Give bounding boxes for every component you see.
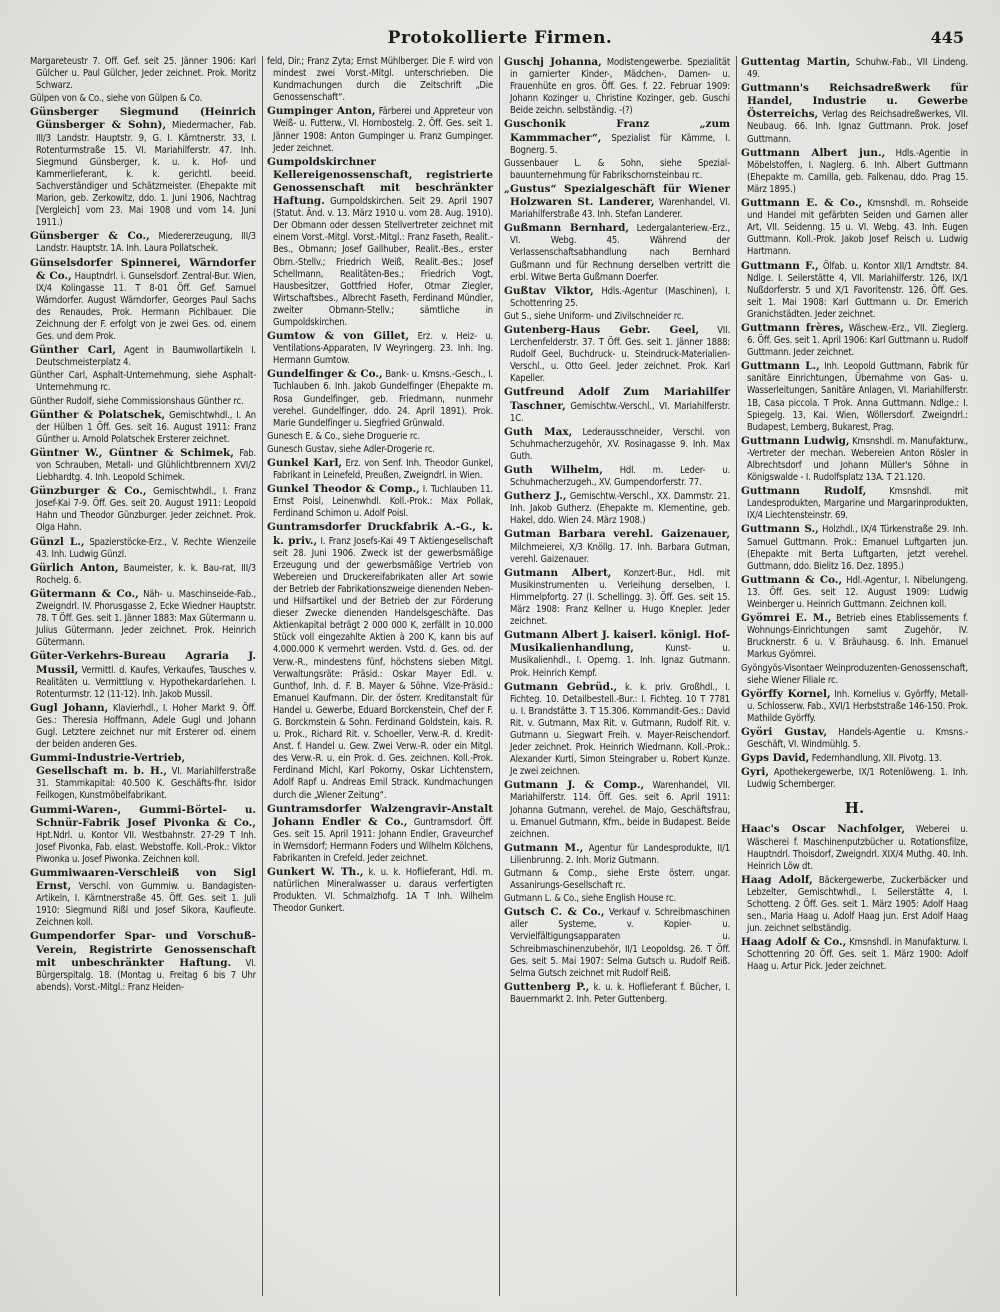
firm-details: Federnhandlung, XII. Pivotg. 13. [811,753,942,765]
firm-entry [30,588,256,649]
firm-details: Günther Rudolf, siehe Commissionshaus Günther rc. [30,395,244,407]
firm-entry [741,435,968,484]
firm-name: Guntramsdorfer Druckfabrik A.-G., k. k. priv., [267,521,493,547]
firm-name: Günzburger & Co., [30,485,147,498]
firm-details: Agent in Baumwollartikeln I. Deutschmeisterplatz 4. [36,345,256,369]
firm-details: Näh- u. Maschinseide-Fab., Zweigndrl. IV. Phorusgasse 2, Ecke Wiedner Hauptstr. 78. T Öff. Ges. seit 1. Jänner 1883: Max Gütermann u. Julius Gütermann. Jeder zeichnet. Prok. Heinrich Gütermann. [36,588,256,649]
firm-name: Györffy Kornel, [741,687,831,700]
firm-entry [741,766,968,791]
firm-entry [504,629,730,679]
firm-details: Hauptndrl. i. Gunselsdorf. Zentral-Bur. Wien, IX/4 Kolingasse 11. T 8-01 Öff. Gef. Samuel Wärndorfer. August Wärndorfer, Georges Paul Sachs des Renaudes, Prok. Hermann Pichlbauer. Die Zeichnung der F. erfolgt von je zwei Ges. od. einem Ges. und dem Prok. [36,270,256,343]
firm-details: Gunesch Gustav, siehe Adler-Drogerie rc. [267,443,435,455]
firm-name: Guttmann's Reichsadreßwerk für Handel, Industrie u. Gewerbe Österreichs, [741,82,968,121]
firm-name: Gunkert W. Th., [267,866,364,879]
firm-entry [267,483,493,520]
firm-entry [741,523,968,572]
firm-entry [30,396,256,408]
firm-name: Gumpoldskirchner Kellereigenossenschaft, registrierte Genossenschaft mit beschränkter Haftung. [267,155,493,208]
firm-details: Kmsnshdl. mit Landesprodukten, Margarine und Margarinprodukten, IX/4 Liechtensteinstr. 69. [747,486,968,522]
firm-details: Inh. Leopold Guttmann, Fabrik für sanitäre Einrichtungen, Übernahme von Gas- u. Wasserleitungen, Sanitäre Anlagen, VI. Mariahilferstr. 1B, Casa piccola. T Prok. Anna Guttmann. Ndlge.: I. Spiegelg. 13, Kai. Wien, Wöllersdorf. Zweigndrl.: Budapest, Lemberg, Bukarest, Prag. [747,361,969,433]
firm-details: Klavierhdl., I. Hoher Markt 9. Öff. Ges.: Theresia Hoffmann, Adele Gugl und Johann Gugl. Letztere zeichnet nur mit Ersterer od. einem der beiden anderen Ges. [36,702,256,751]
firm-details: feld, Dir.; Franz Zyta; Ernst Mühlberger. Die F. wird von mindest zwei Vorst.-Mitgl. unterschrieben. Die Kundmachungen durch die Zeitschrift „Die Genossenschaft“. [267,56,493,104]
firm-name: Gütermann & Co., [30,587,139,600]
firm-details: Lederausschneider, Verschl. von Schuhmacherzugehör, XV. Rosinagasse 9. Inh. Max Guth. [510,426,730,462]
firm-name: Guttmann frères, [741,321,844,334]
firm-name: Guttmann Ludwig, [741,434,850,447]
firm-entry [267,803,493,865]
firm-name: Gutmann Albert, [504,566,612,579]
firm-details: Apothekergewerbe, IX/1 Rotenlöweng. 1. Inh. Ludwig Schernberger. [747,767,968,791]
firm-entry [504,868,730,892]
firm-name: Gummiwaaren-Verschleiß von Sigl Ernst, [30,867,256,893]
firm-name: Gutherz J., [504,490,567,503]
firm-name: Gutmann M., [504,841,584,854]
firm-details: Margareteustr 7. Öff. Gef. seit 25. Jänner 1906: Karl Gülcher u. Paul Gülcher, Jeder zeichnet. Prok. Moritz Schwarz. [30,56,256,92]
firm-entry [504,386,730,424]
firm-entry [30,752,256,802]
firm-details: Gutmann & Comp., siehe Erste österr. ungar. Assanirungs-Gesellschaft rc. [504,868,730,892]
firm-details: Ledergalanteriew.-Erz., VI. Webg. 45. Während der Verlassenschaftsabhandlung nach Bernhard Gußmann und für Rechnung derselben vertritt die erbl. Witwe Berta Gußmann Doerfer. [510,223,730,283]
firm-details: Erz. von Senf. Inh. Theodor Gunkel, Fabrikant in Leinefeld, Preußen, Zweigndrl. in Wien. [273,458,493,482]
firm-entry [741,823,968,872]
firm-details: Miedermacher, Fab. III/3 Landstr. Hauptstr. 9, G. I. Kärntnerstr. 33, I. Rotenturmstraße 15. VI. Mariahilferstr. 47. Inh. Siegmund Günsberger, k. u. k. Hof- und Kammerlieferant, k. k. gerichtl. beeid. Sachverständiger und Schätzmeister. (Ehepakte mit Marion, geb. Zerkowitz, ddo. 1. Juni 1906, Nachtrag [Vergleich] vom 23. Mai 1908 und vom 14. Juni 1911.) [36,120,256,229]
firm-name: Güter-Verkehrs-Bureau Agraria J. Mussil, [30,650,256,676]
directory-column [263,56,500,1296]
firm-name: Guttmann S., [741,523,819,536]
firm-entry [267,105,493,154]
firm-entry [504,681,730,779]
firm-details: Ölfab. u. Kontor XII/1 Arndtstr. 84. Ndlge. I. Seilerstätte 4, VII. Mariahilferstr. 126, IX/1 Nußdorferstr. 5 und X/1 Favoritenstr. 126. Öff. Ges. seit 1. Mai 1908: Karl Guttmann u. Dr. Emerich Granichstädten. Jeder zeichnet. [747,260,969,320]
firm-entry [267,156,493,329]
firm-entry [504,981,730,1006]
firm-entry [741,936,968,973]
firm-entry [30,536,256,561]
firm-entry [267,431,493,443]
firm-entry [741,726,968,751]
firm-name: Güntner W., Güntner & Schimek, [30,446,234,459]
firm-details: Holzhdl., IX/4 Türkenstraße 29. Inh. Samuel Guttmann. Prok.: Emanuel Luftgarten jun. (Ehepakte mit Berta Luftgarten, jetzt verehel. Guttmann, ddo. Bielitz 16. Dez. 1895.) [747,524,968,572]
firm-entry [30,485,256,534]
firm-details: Kmsnshdl. m. Manufakturw., -Vertreter der mechan. Webereien Anton Rösler in Albrechtsdorf und Johann Müller's Söhne in Königswalde - I. Rudolfsplatz 13A. T 21.120. [747,435,968,484]
firm-entry [267,368,493,429]
firm-entry [30,93,256,105]
firm-entry [504,528,730,565]
firm-entry [504,464,730,489]
firm-entry [741,688,968,725]
firm-details: Kunst- u. Musikalienhdl., I. Operng. 1. Inh. Ignaz Gutmann. Prok. Heinrich Kempf. [510,643,731,679]
firm-details: Milchmeierei, X/3 Knöllg. 17. Inh. Barbara Gutman, verehl. Gaizenauer. [510,541,730,565]
firm-details: Gutmann L. & Co., siehe English House rc. [504,893,676,905]
firm-entry [741,197,968,258]
firm-entry [741,360,968,434]
firm-details: Hpt.Ndrl. u. Kontor VII. Westbahnstr. 27-29 T Inh. Josef Pivonka, Fab. elast. Webstoffe. Koll.-Prok.: Viktor Piwonka u. Josef Piwonka. Zeichnen koll. [36,829,256,865]
firm-details: Bank- u. Kmsns.-Gesch., I. Tuchlauben 6. Inh. Jakob Gundelfinger (Ehepakte m. Rosa Gundelfinger, geb. Friedmann, nunmehr verehel. Gundelfinger, ddo. 24. April 1891). Prok. Marie Gundelfinger u. Siegfried Grünwald. [273,369,494,429]
firm-entry [741,147,968,196]
firm-entry [504,842,730,867]
firm-name: Gutmann Gebrüd., [504,680,618,693]
firm-entry [30,562,256,587]
firm-name: Haag Adolf & Co., [741,936,847,949]
firm-name: Gunkel Karl, [267,457,343,469]
firm-name: Günselsdorfer Spinnerei, Wärndorfer & Co., [30,256,256,282]
firm-details: Hdl. m. Leder- u. Schuhmacherzugeh., XV. Gumpendorferstr. 77. [510,465,730,489]
firm-details: Konzert-Bur., Hdl. mit Musikinstrumenten u. Verleihung derselben, I. Himmelpfortg. 27 (I. Schellingg. 3). Öff. Ges. seit 15. März 1908: Franz Kellner u. Hugo Knepler. Jeder zeichnet. [510,567,730,628]
firm-name: Günsberger Siegmund (Heinrich Günsberger & Sohn), [30,106,256,132]
firm-details: Verschl. von Gummiw. u. Bandagisten-Artikeln, I. Kärntnerstraße 45. Öff. Ges. seit 1. Juli 1910: Siegmund Rißl und Josef Sikora, Kaufleute. Zeichnen koll. [36,881,257,929]
firm-name: Gummi-Industrie-Vertrieb, Gesellschaft m. b. H., [30,752,186,778]
firm-name: Gutsch C. & Co., [504,906,605,919]
firm-entry [741,322,968,359]
firm-details: Spezialist für Kämme, I. Bognerg. 5. [510,132,730,156]
firm-name: Gugl Johann, [30,701,109,714]
firm-details: Verlag des Reichsadreßwerkes, VII. Neubaug. 66. Inh. Ignaz Guttmann. Prok. Josef Guttmann. [747,109,968,145]
firm-name: Gunkel Theodor & Comp., [267,483,420,496]
firm-details: Kmsnshdl. in Manufakturw. I. Schottenring 20 Öff. Ges. seit 1. März 1900: Adolf Haag u. Artur Pick. Jeder zeichnet. [747,937,968,973]
firm-entry [30,230,256,255]
firm-details: Gunesch E. & Co., siehe Droguerie rc. [267,430,420,442]
firm-details: Bäckergewerbe, Zuckerbäcker und Lebzelter, Gemischtwhdl., I. Seilerstätte 4, I. Schotteng. 2 Öff. Ges. seit 1. März 1905: Adolf Haag sen., Maria Haag u. Adolf Haag jun. Erst Adolf Haag jun. zeichnet selbständig. [747,874,968,935]
firm-entry [30,867,256,929]
entry-columns [26,56,976,1296]
firm-details: Fab. von Schrauben, Metall- und Glühlichtbrennern XVI/2 Liebhardtg. 4. Inh. Leopold Schimek. [36,447,257,484]
firm-name: Haac's Oscar Nachfolger, [741,823,905,836]
firm-details: I. Tuchlauben 11. Ernst Poisl, Leinenwhdl. Koll.-Prok.: Max Pollak, Ferdinand Schimon u. Adolf Poisl. [273,484,494,520]
firm-name: Guttmann F., [741,259,819,272]
firm-name: Guttmann & Co., [741,573,843,586]
firm-name: Günther Carl, [30,344,116,357]
firm-entry [741,82,968,145]
firm-details: Gemischtw.-Verschl., XX. Dammstr. 21. Inh. Jakob Gutherz. (Ehepakte m. Klementine, geb. Hakel, ddo. Wien 24. März 1908.) [510,491,731,527]
firm-name: Gyömrei E. M., [741,612,832,625]
running-title: Protokollierte Firmen. [387,28,613,48]
firm-entry [741,874,968,935]
firm-name: Gummi-Waren-, Gummi-Börtel- u. Schnür-Fabrik Josef Pivonka & Co., [30,803,256,829]
firm-name: Guttmann Albert jun., [741,146,886,159]
firm-details: Hdls.-Agentur (Maschinen), I. Schottenring 25. [510,285,731,309]
firm-details: Hdls.-Agentie in Möbelstoffen, I. Naglerg. 6. Inh. Albert Guttmann (Ehepakte m. Camilla, geb. Falkenau, ddo. Prag 15. März 1895.) [747,147,968,195]
firm-entry [30,650,256,700]
firm-entry [30,370,256,394]
firm-details: Weberei u. Wäscherei f. Maschinenputzbücher u. Rotationsfilze, Hauptndrl. Thoisdorf, Zweigndrl. XIX/4 Muthg. 40. Inh. Heinrich Löw dt. [747,824,969,872]
firm-details: Hdl.-Agentur, I. Nibelungeng. 13. Öff. Ges. seit 12. August 1909: Ludwig Weinberger u. Heinrich Guttmann. Zeichnen koll. [747,574,968,611]
firm-entry [741,752,968,765]
firm-entry [30,804,256,866]
firm-details: Kmsnshdl. m. Rohseide und Handel mit gefärbten Seiden und Garnen aller Art, VII. Seidenng. 15 u. VI. Webg. 43. Inh. Eugen Guttmann. Koll.-Prok. Jakob Josef Reisch u. Ludwig Hartmann. [747,198,968,258]
firm-entry [504,779,730,840]
firm-entry [504,893,730,905]
firm-entry [504,158,730,182]
firm-details: k. u. k. Hoflieferant f. Bücher, I. Bauernmarkt 2. Inh. Peter Guttenberg. [510,981,730,1005]
firm-entry [504,311,730,323]
firm-entry [30,447,256,484]
firm-entry [267,330,493,367]
firm-details: Handels-Agentie u. Kmsns.-Geschäft, VI. Windmühlg. 5. [747,726,969,751]
firm-entry [30,702,256,751]
firm-name: Günzl L., [30,535,85,548]
firm-details: VI. Bürgerspitalg. 18. (Montag u. Freitag 6 bis 7 Uhr abends). Vorst.-Mitgl.: Franz Heiden- [36,957,256,993]
firm-details: Spazierstöcke-Erz., V. Rechte Wienzeile 43. Inh. Ludwig Günzl. [36,536,256,560]
firm-name: Guttenberg P., [504,980,590,993]
firm-name: Gumpinger Anton, [267,105,376,118]
firm-name: Guttmann E. & Co., [741,197,863,210]
firm-entry [741,574,968,611]
firm-entry [504,490,730,527]
firm-name: Gutmann J. & Comp., [504,779,645,792]
firm-entry [267,457,493,482]
firm-entry [267,56,493,104]
firm-details: VI. Mariahilferstraße 31. Stammkapital: 40.500 K. Geschäfts-fhr. Isidor Feilkogen, Kunstmöbelfabrikant. [36,766,256,802]
firm-details: Gumpoldskirchen. Seit 29. April 1907 (Statut. Änd. v. 13. März 1910 u. vom 28. Aug. 1910). Der Obmann oder dessen Stellvertreter zeichnet mit einem Vorst.-Mitgl. Vorst.-Mitgl.: Franz Faseth, Realit.-Bes., Obmann; Josef Gallhuber, Realit.-Bes., erster Obm.-Stellv.; Friedrich Weiß, Realit.-Bes.; Josef Schellmann, Realitäten-Bes.; Friedrich Vogt, Hausbesitzer, Gottfried Hofer, Otmar Ziegler, Wirtschaftsbes., Albrecht Faseth, Ferdinand Mündler, zweiter Obmann-Stellv.; sämtliche in Gumpoldskirchen. [273,196,493,328]
firm-details: k. k. priv. Großhdl., I. Fichteg. 10. Detailbestell.-Bur.: I. Fichteg. 10 T 7781 u. I. Brandstätte 3. T 15.306. Kommandit-Ges.: David Rit. v. Gutmann, Max Rit. v. Gutmann, Rudolf Rit. v. Gutmann u. Siegwart Freih. v. Mayer-Reischendorf. Jeder zeichnet. Prok. Heinrich Wiedmann. Koll.-Prok.: Alexander Kurti, Simon Steingraber u. Robert Kunze. Je zwei zeichnen. [510,681,730,778]
firm-name: Gußtav Viktor, [504,284,594,297]
firm-name: Guth Wilhelm, [504,464,603,476]
firm-details: Inh. Kornelius v. Györffy, Metall- u. Schlosserw. Fab., XVI/1 Herbststraße 146-150. Prok. Mathilde Györffy. [747,688,969,724]
firm-entry [504,567,730,628]
firm-name: Günsberger & Co., [30,230,150,243]
firm-name: Gyri, [741,766,769,779]
firm-name: Gutman Barbara verehl. Gaizenauer, [504,528,730,541]
firm-name: Haag Adolf, [741,873,813,886]
firm-name: Gutenberg-Haus Gebr. Geel, [504,323,700,336]
firm-details: VII. Lerchenfelderstr. 37. T Öff. Ges. seit 1. Jänner 1888: Rudolf Geel, Buchdruck- u. Steindruck-Materialien-Verschl., u. Otto Geel. Jeder zeichnet. Prok. Karl Kapeller. [510,324,731,385]
section-letter: H. [844,799,865,818]
firm-details: Guntramsdorf. Öff. Ges. seit 15. April 1911: Johann Endler, Graveurchef in Wernsdorf; Hermann Foders und Wilhelm Kölchens, Fabrikanten in Crefeld. Jeder zeichnet. [273,816,493,864]
firm-details: Günther Carl, Asphalt-Unternehmung, siehe Asphalt-Unternehmung rc. [30,370,256,394]
firm-details: Agentur für Landesprodukte, II/1 Lilienbrunng. 2. Inh. Moriz Gutmann. [510,842,730,866]
firm-details: Schuhw.-Fab., VII Lindeng. 49. [747,57,968,81]
firm-entry [504,118,730,156]
firm-name: Gürlich Anton, [30,561,119,574]
page-number: 445 [930,28,964,47]
firm-name: Gußmann Bernhard, [504,222,629,235]
firm-details: Gemischtwhdl., I. Franz Josef-Kai 7-9. Öff. Ges. seit 20. August 1911: Leopold Hahn und Theodor Günzburger. Jeder zeichnet. Prok. Olga Hahn. [36,486,256,534]
firm-name: Guttentag Martin, [741,56,851,68]
firm-details: Verkauf v. Schreibmaschinen aller Systeme, v. Kopier- u. Vervielfältigungsapparaten u. Schreibmaschinenzubehör, II/1 Leopoldsg. 26. T Öff. Ges. seit 5. Mai 1907: Selma Gutsch u. Rudolf Reiß. Selma Gutsch zeichnet mit Rudolf Reiß. [510,907,730,979]
firm-name: Guttmann Rudolf, [741,485,867,498]
firm-details: Gut S., siehe Uniform- und Zivilschneider rc. [504,310,684,322]
firm-entry [30,106,256,229]
firm-details: Modistengewerbe. Spezialität in garnierter Kinder-, Mädchen-, Damen- u. Frauenhüte en gros. Öff. Ges. f. 22. Februar 1909: Johann Kozinger u. Christine Kozinger, geb. Guschi Beide zeichn. selbständig. -(?) [510,57,730,117]
firm-entry [741,56,968,81]
firm-name: „Gustus“ Spezialgeschäft für Wiener Holzwaren St. Landerer, [504,182,730,209]
firm-name: Günther & Polatschek, [30,408,166,421]
firm-entry [741,612,968,661]
firm-details: Warenhandel, VII. Mariahilferstr. 114. Öff. Ges. seit 6. April 1911: Johanna Gutmann, verehel. de Majo, Geschäftsfrau, u. Emanuel Gutmann, Kfm., beide in Budapest. Beide zeichnen. [510,780,730,840]
firm-details: I. Franz Josefs-Kai 49 T Aktiengesellschaft seit 28. Juni 1906. Zweck ist der gewerbsmäßige Erzeugung und der gewerbsmäßige Vertrieb von Webereien und Druckereifabrikaten aller Art sowie der Betrieb der Fabrikationszweige dienenden Neben- und Hilfsartikel und der Betrieb der zur Förderung dieser Zwecke dienenden Handelsgeschäfte. Das Aktienkapital beträgt 2 000 000 K, zerfällt in 10.000 Stück voll eingezahlte Aktien à 200 K, kann bis auf 4.000.000 K vermehrt werden. Vstd. d. Ges. od. der Verw.-R., mindestens fünf, höchstens sieben Mitgl. Verwaltungsräte: Präsid.: Oskar Mayer Edl. v. Gunthof, Inh. d. F. B. Mayer & Söhne. Vize-Präsid.: Emanuel Kaufmann. Dir. der österr. Kreditanstalt für Handel u. Gewerbe, Eduard Borckenstein, Chef der F. G. Borckmstein & Sohn. Ferdinand Goldstein, kais. R. u. Prok., Richard Rit. v. Schoeller, Verw.-R. d. Kredit-Anst. f. Handel u. Gew. Zwei Verw.-R. oder ein Mitgl. des Verw.-R. u. ein Prok. d. Ges. zeichnen. Koll.-Prok. Ferdinand Michl, Karl Pokorny, Oskar Lichtenstern, Adolf Rapf u. Andreas Emil Strack. Kundmachungen durch die „Wiener Zeitung“. [273,535,493,801]
firm-details: Erz. v. Heiz- u. Ventilations-Apparaten, IV Weyringerg. 23. Inh. Ing. Hermann Gumtow. [273,331,493,367]
firm-details: Baumeister, k. k. Bau-rat, III/3 Rochelg. 6. [36,562,256,586]
firm-details: Gülpen von & Co., siehe von Gülpen & Co. [30,93,203,105]
firm-entry [30,257,256,344]
firm-entry [741,485,968,522]
firm-entry [30,344,256,369]
firm-name: Guttmann L., [741,360,820,373]
firm-name: Gutfreund Adolf Zum Mariahilfer Taschner, [504,386,730,412]
directory-column [500,56,737,1296]
firm-entry [30,930,256,993]
firm-entry [30,409,256,446]
firm-entry [267,866,493,915]
firm-details: k. u. k. Hoflieferant, Hdl. m. natürlichen Mineralwasser u. daraus verfertigten Produkten. VI. Schmalzhofg. 1A T Inh. Wilhelm Theodor Gunkert. [273,867,493,915]
firm-details: Gyöngyös-Visontaer Weinproduzenten-Genossenschaft, siehe Wiener Filiale rc. [741,662,968,686]
firm-details: Vermittl. d. Kaufes, Verkaufes, Tausches v. Realitäten u. Vermittlung v. Hypothekardarlehen. I. Rotenturmstr. 12 (11-12). Inh. Jakob Mussil. [36,664,256,700]
firm-entry [504,285,730,310]
page-header [0,28,1000,50]
directory-column [26,56,263,1296]
firm-details: Betrieb eines Etablissements f. Wohnungs-Einrichtungen samt Zugehör, IV. Brucknerstr. 6 u. V. Bräuhausg. 6. Inh. Emanuel Markus Gyömrei. [747,613,968,661]
directory-column [737,56,974,1296]
firm-entry [267,521,493,801]
firm-entry [741,260,968,321]
firm-entry [504,222,730,283]
firm-name: Guntramsdorfer Walzengravir-Anstalt Johann Endler & Co., [267,802,493,828]
firm-entry [30,56,256,92]
firm-details: Gussenbauer L. & Sohn, siehe Spezial-bauunternehmung für Fabrikschornsteinbau rc. [504,157,730,181]
firm-name: Guschonik Franz „zum Kammmacher“, [504,118,730,144]
firm-name: Gundelfinger & Co., [267,368,383,381]
firm-entry [741,663,968,687]
firm-name: Guth Max, [504,425,573,438]
firm-entry [504,183,730,221]
firm-details: Gemischtw.-Verschl., VI. Mariahilferstr. 1C. [510,400,730,424]
firm-entry [267,444,493,456]
firm-entry [504,56,730,117]
firm-entry [504,324,730,385]
firm-details: Färberei und Appreteur von Weiß- u. Futterw., VI. Hornbostelg. 2. Öff. Ges. seit 1. Jänner 1908: Anton Gumpinger u. Franz Gumpinger. Jeder zeichnet. [273,106,493,154]
firm-name: Gutmann Albert J. kaiserl. königl. Hof-Musikalienhandlung, [504,629,730,655]
firm-name: Gumpendorfer Spar- und Vorschuß-Verein, Registrirte Genossenschaft mit unbeschränkter Haftung. [30,930,256,969]
firm-name: Gumtow & von Gillet, [267,330,410,343]
firm-entry [504,906,730,980]
firm-details: Gemischtwhdl., I. An der Hülben 1 Öff. Ges. seit 16. August 1911: Franz Günther u. Arnold Polatschek Ersterer zeichnet. [36,409,256,445]
firm-details: Miedererzeugung, III/3 Landstr. Hauptstr. 1A. Inh. Laura Pollatschek. [36,231,256,255]
firm-entry [504,426,730,463]
firm-name: Gyps David, [741,752,810,765]
firm-details: Warenhandel, VI. Mariahilferstraße 43. Inh. Stefan Landerer. [510,197,730,221]
firm-details: Wäschew.-Erz., VII. Zieglerg. 6. Öff. Ges. seit 1. April 1906: Karl Guttmann u. Rudolf Guttmann. Jeder zeichnet. [747,322,969,359]
firm-name: Guschj Johanna, [504,56,602,68]
firm-name: Györi Gustav, [741,725,828,738]
